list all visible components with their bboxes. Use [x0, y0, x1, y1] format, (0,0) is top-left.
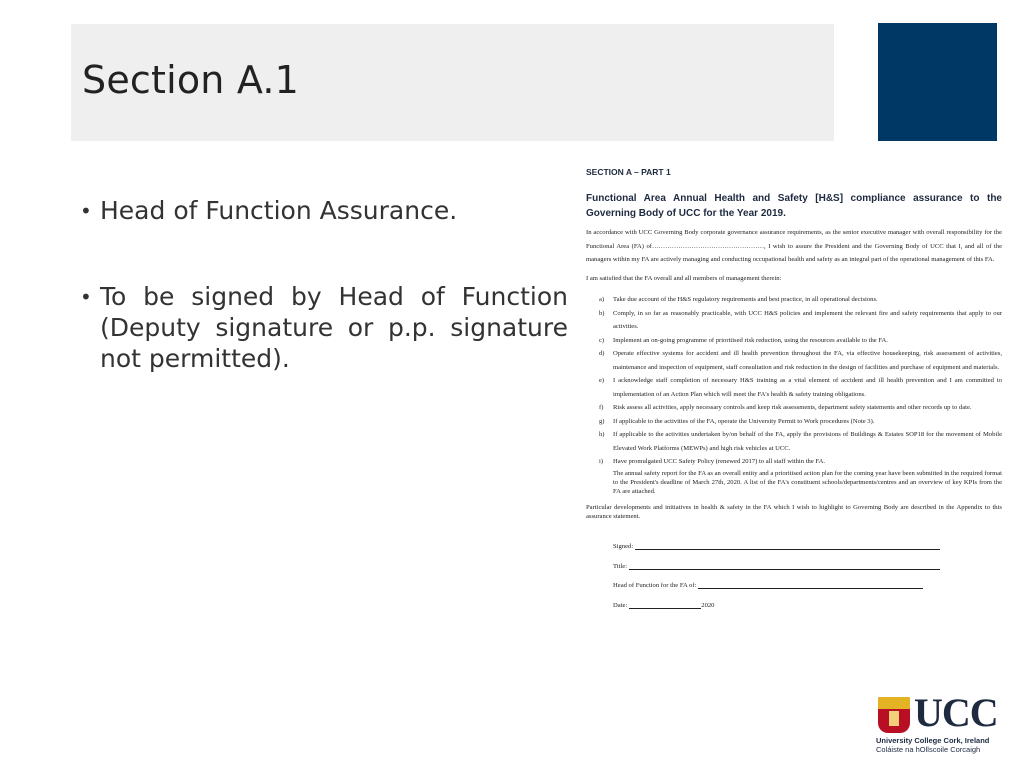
- head-line: [698, 582, 923, 589]
- date-field: Date: 2020: [613, 601, 715, 609]
- doc-item: i) Have promulgated UCC Safety Policy (renewed 2017) to all staff within the FA.: [599, 458, 825, 465]
- logo-letters: UCC: [914, 690, 998, 735]
- crest-icon: [878, 697, 910, 733]
- bullet-item: [80, 195, 568, 228]
- doc-satisfied: I am satisfied that the FA overall and all members of management therein:: [586, 274, 782, 282]
- assurance-document: [586, 167, 1002, 699]
- doc-item: h) If applicable to the activities undertaken by/on behalf of the FA, apply the provisions of Buildings & Estates SOP18 for the movement of Mobile Elevated Work Platforms (MEWPs) and high risk vehicles at UCC.: [599, 431, 1002, 452]
- signed-line: [635, 543, 940, 550]
- doc-item: g) If applicable to the activities of the FA, operate the University Permit to Work procedures (Note 3).: [599, 417, 875, 425]
- date-line: [629, 602, 701, 609]
- doc-particular: Particular developments and initiatives in health & safety in the FA which I wish to highlight to Governing Body are described in the Appendix to this assurance statement.: [586, 503, 1002, 520]
- bullet-item: [80, 281, 568, 374]
- bullet-text: To be signed by Head of Function (Deputy signature or p.p. signature not permitted).: [100, 282, 568, 373]
- doc-item: e) I acknowledge staff completion of necessary H&S training as a vital element of accident and ill health prevention and I am committed to implementation of an Action Plan which will meet the FA's health & safety training obligations.: [599, 377, 1002, 398]
- bullet-list: [80, 195, 568, 427]
- signed-field: Signed:: [613, 531, 1002, 551]
- doc-item: b) Comply, in so far as reasonably practicable, with UCC H&S policies and implement the relevant fire and safety requirements that apply to our activities.: [599, 309, 1002, 330]
- doc-item-list: [586, 293, 1002, 496]
- title-line: [629, 563, 940, 570]
- bullet-text: Head of Function Assurance.: [100, 196, 458, 225]
- signature-block: [586, 531, 1002, 609]
- doc-item: a) Take due account of the H&S regulatory requirements and best practice, in all operational decisions.: [599, 296, 878, 303]
- doc-report-note: The annual safety report for the FA as an overall entity and a prioritised action plan for the coming year have been submitted in the required format to the President's deadline of March 27th, 2020. A list of the FA's constituent schools/departments/centres and an overview of key KPIs from the FA are attached.: [613, 469, 1002, 495]
- doc-heading: SECTION A – PART 1: [586, 167, 671, 177]
- bullet-icon: •: [80, 199, 92, 223]
- ucc-logo: [876, 690, 1002, 756]
- logo-line-1: University College Cork, Ireland: [876, 736, 990, 745]
- title-field: Title:: [613, 550, 1002, 570]
- doc-item: d) Operate effective systems for accident and ill health prevention throughout the FA, via effective housekeeping, risk assessment of activities, maintenance and inspection of equipment, staff consultation and risk reduction in the design of facilities and purchase of equipment and materials.: [599, 350, 1002, 371]
- doc-subheading: Functional Area Annual Health and Safety [H&S] compliance assurance to the Governing Body of UCC for the Year 2019.: [586, 193, 1002, 219]
- logo-line-2: Coláiste na hOllscoile Corcaigh: [876, 745, 981, 754]
- doc-item: c) Implement an on-going programme of prioritised risk reduction, using the resources available to the FA.: [599, 336, 888, 344]
- doc-intro: In accordance with UCC Governing Body corporate governance assurance requirements, as the senior executive manager with overall responsibility for the Functional Area (FA) of……………………………………………, I wish to assure the President and the Governing Body of UCC that I, and all of the managers within my FA are actively managing and conducting occupational health and safety as an integral part of the operational management of this FA.: [586, 229, 1002, 263]
- accent-block: [878, 23, 997, 141]
- bullet-icon: •: [80, 285, 92, 309]
- doc-item: f) Risk assess all activities, apply necessary controls and keep risk assessments, department safety statements and other records up to date.: [599, 404, 972, 411]
- head-of-function-field: Head of Function for the FA of:: [613, 570, 1002, 590]
- slide-title: Section A.1: [82, 58, 300, 102]
